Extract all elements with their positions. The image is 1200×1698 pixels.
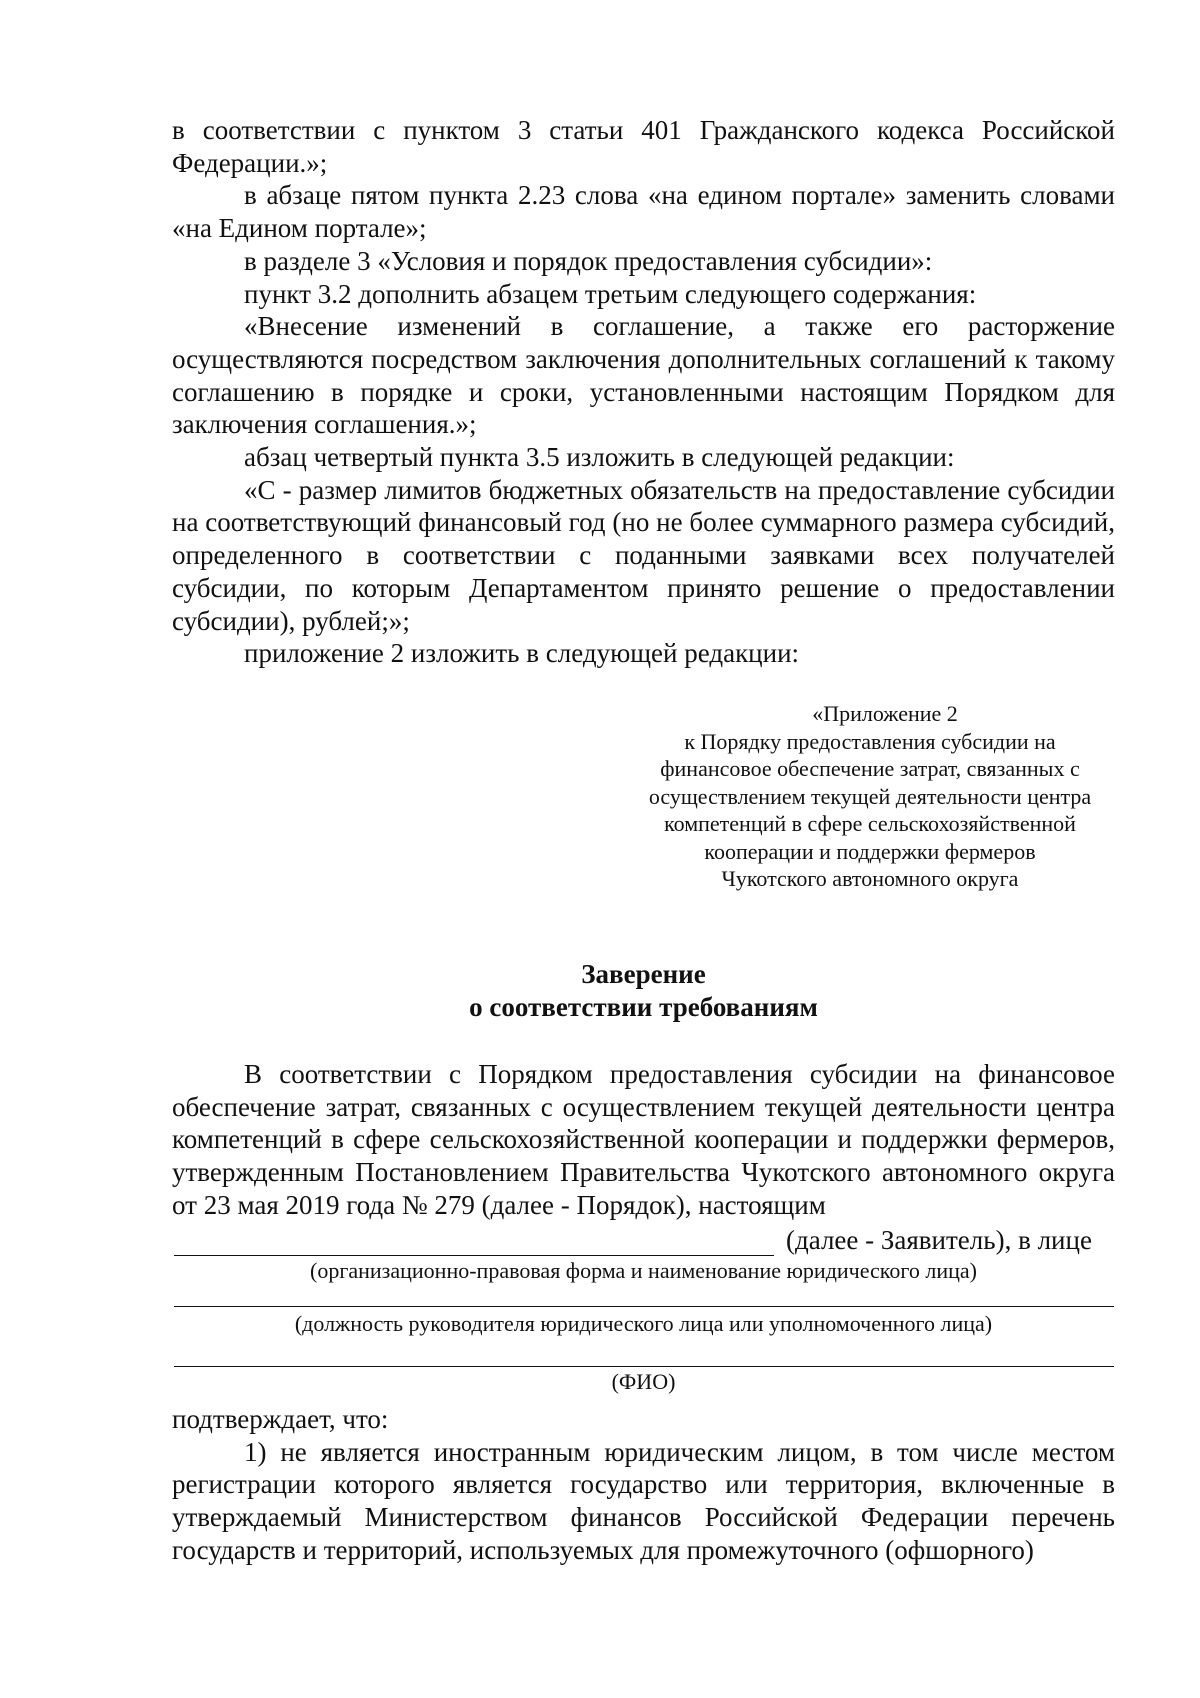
caption-position: (должность руководителя юридического лица или уполномоченного лица) (294, 1311, 993, 1336)
fio-line (174, 1366, 1114, 1367)
appendix-header (620, 700, 1120, 893)
appendix-line: осуществлением текущей деятельности центра (648, 783, 1092, 809)
paragraph-item-1: 1) не является иностранным юридическим лицом, в том числе местом регистрации которого является государство или территория, включенные в утверждаемый Министерством финансов Российской Федерации перечень государств и территорий, используемых для промежуточного (офшорного) (172, 1436, 1115, 1565)
paragraph-civil-code: в соответствии с пунктом 3 статьи 401 Гражданского кодекса Российской Федерации.»; (172, 115, 1115, 178)
applicant-name-line (174, 1255, 774, 1256)
paragraph-quote-changes: «Внесение изменений в соглашение, а также его расторжение осуществляются посредством заключения дополнительных соглашений к такому соглашению в порядке и сроки, установленными настоящим Порядком для заключения соглашения.»; (172, 311, 1115, 440)
caption-org: (организационно-правовая форма и наименование юридического лица) (310, 1258, 977, 1283)
appendix-line: кооперации и поддержки фермеров (704, 838, 1036, 864)
main-text (172, 1058, 1115, 1222)
paragraph-appendix-2: приложение 2 изложить в следующей редакции: (244, 638, 800, 669)
closing-text (172, 1403, 1115, 1567)
paragraph-confirms: подтверждает, что: (172, 1404, 389, 1434)
title-line-2: о соответствии требованиям (469, 992, 818, 1022)
appendix-line: «Приложение 2 (812, 701, 958, 726)
appendix-line: финансовое обеспечение затрат, связанных с (660, 756, 1080, 781)
document-title (172, 958, 1115, 1024)
paragraph-main: В соответствии с Порядком предоставления субсидии на финансовое обеспечение затрат, связанных с осуществлением текущей деятельности центра компетенций в сфере сельскохозяйственной кооперации и поддержки фермеров, утвержденным Постановлением Правительства Чукотского автономного округа от 23 мая 2019 года № 279 (далее - Порядок), настоящим (172, 1059, 1115, 1220)
paragraph-quote-limits: «С - размер лимитов бюджетных обязательств на предоставление субсидии на соответствующий финансовый год (но не более суммарного размера субсидий, определенного в соответствии с поданными заявками всех получателей субсидии, по которым Департаментом принято решение о предоставлении субсидии), рублей;»; (172, 474, 1115, 636)
appendix-line: компетенций в сфере сельскохозяйственной (664, 811, 1076, 836)
position-line (174, 1306, 1114, 1307)
amendment-text (172, 114, 1115, 670)
appendix-line: к Порядку предоставления субсидии на (684, 728, 1056, 754)
paragraph-section-3: в разделе 3 «Условия и порядок предоставления субсидии»: (244, 245, 933, 276)
paragraph-point-3-2: пункт 3.2 дополнить абзацем третьим следующего содержания: (244, 278, 977, 309)
title-line-1: Заверение (581, 959, 706, 989)
paragraph-point-3-5: абзац четвертый пункта 3.5 изложить в следующей редакции: (244, 442, 955, 473)
appendix-line: Чукотского автономного округа (721, 866, 1019, 891)
caption-fio: (ФИО) (611, 1369, 676, 1394)
paragraph-portal-replace: в абзаце пятом пункта 2.23 слова «на едином портале» заменить словами «на Едином портале»; (172, 180, 1115, 244)
applicant-suffix: (далее - Заявитель), в лице (786, 1225, 1092, 1255)
